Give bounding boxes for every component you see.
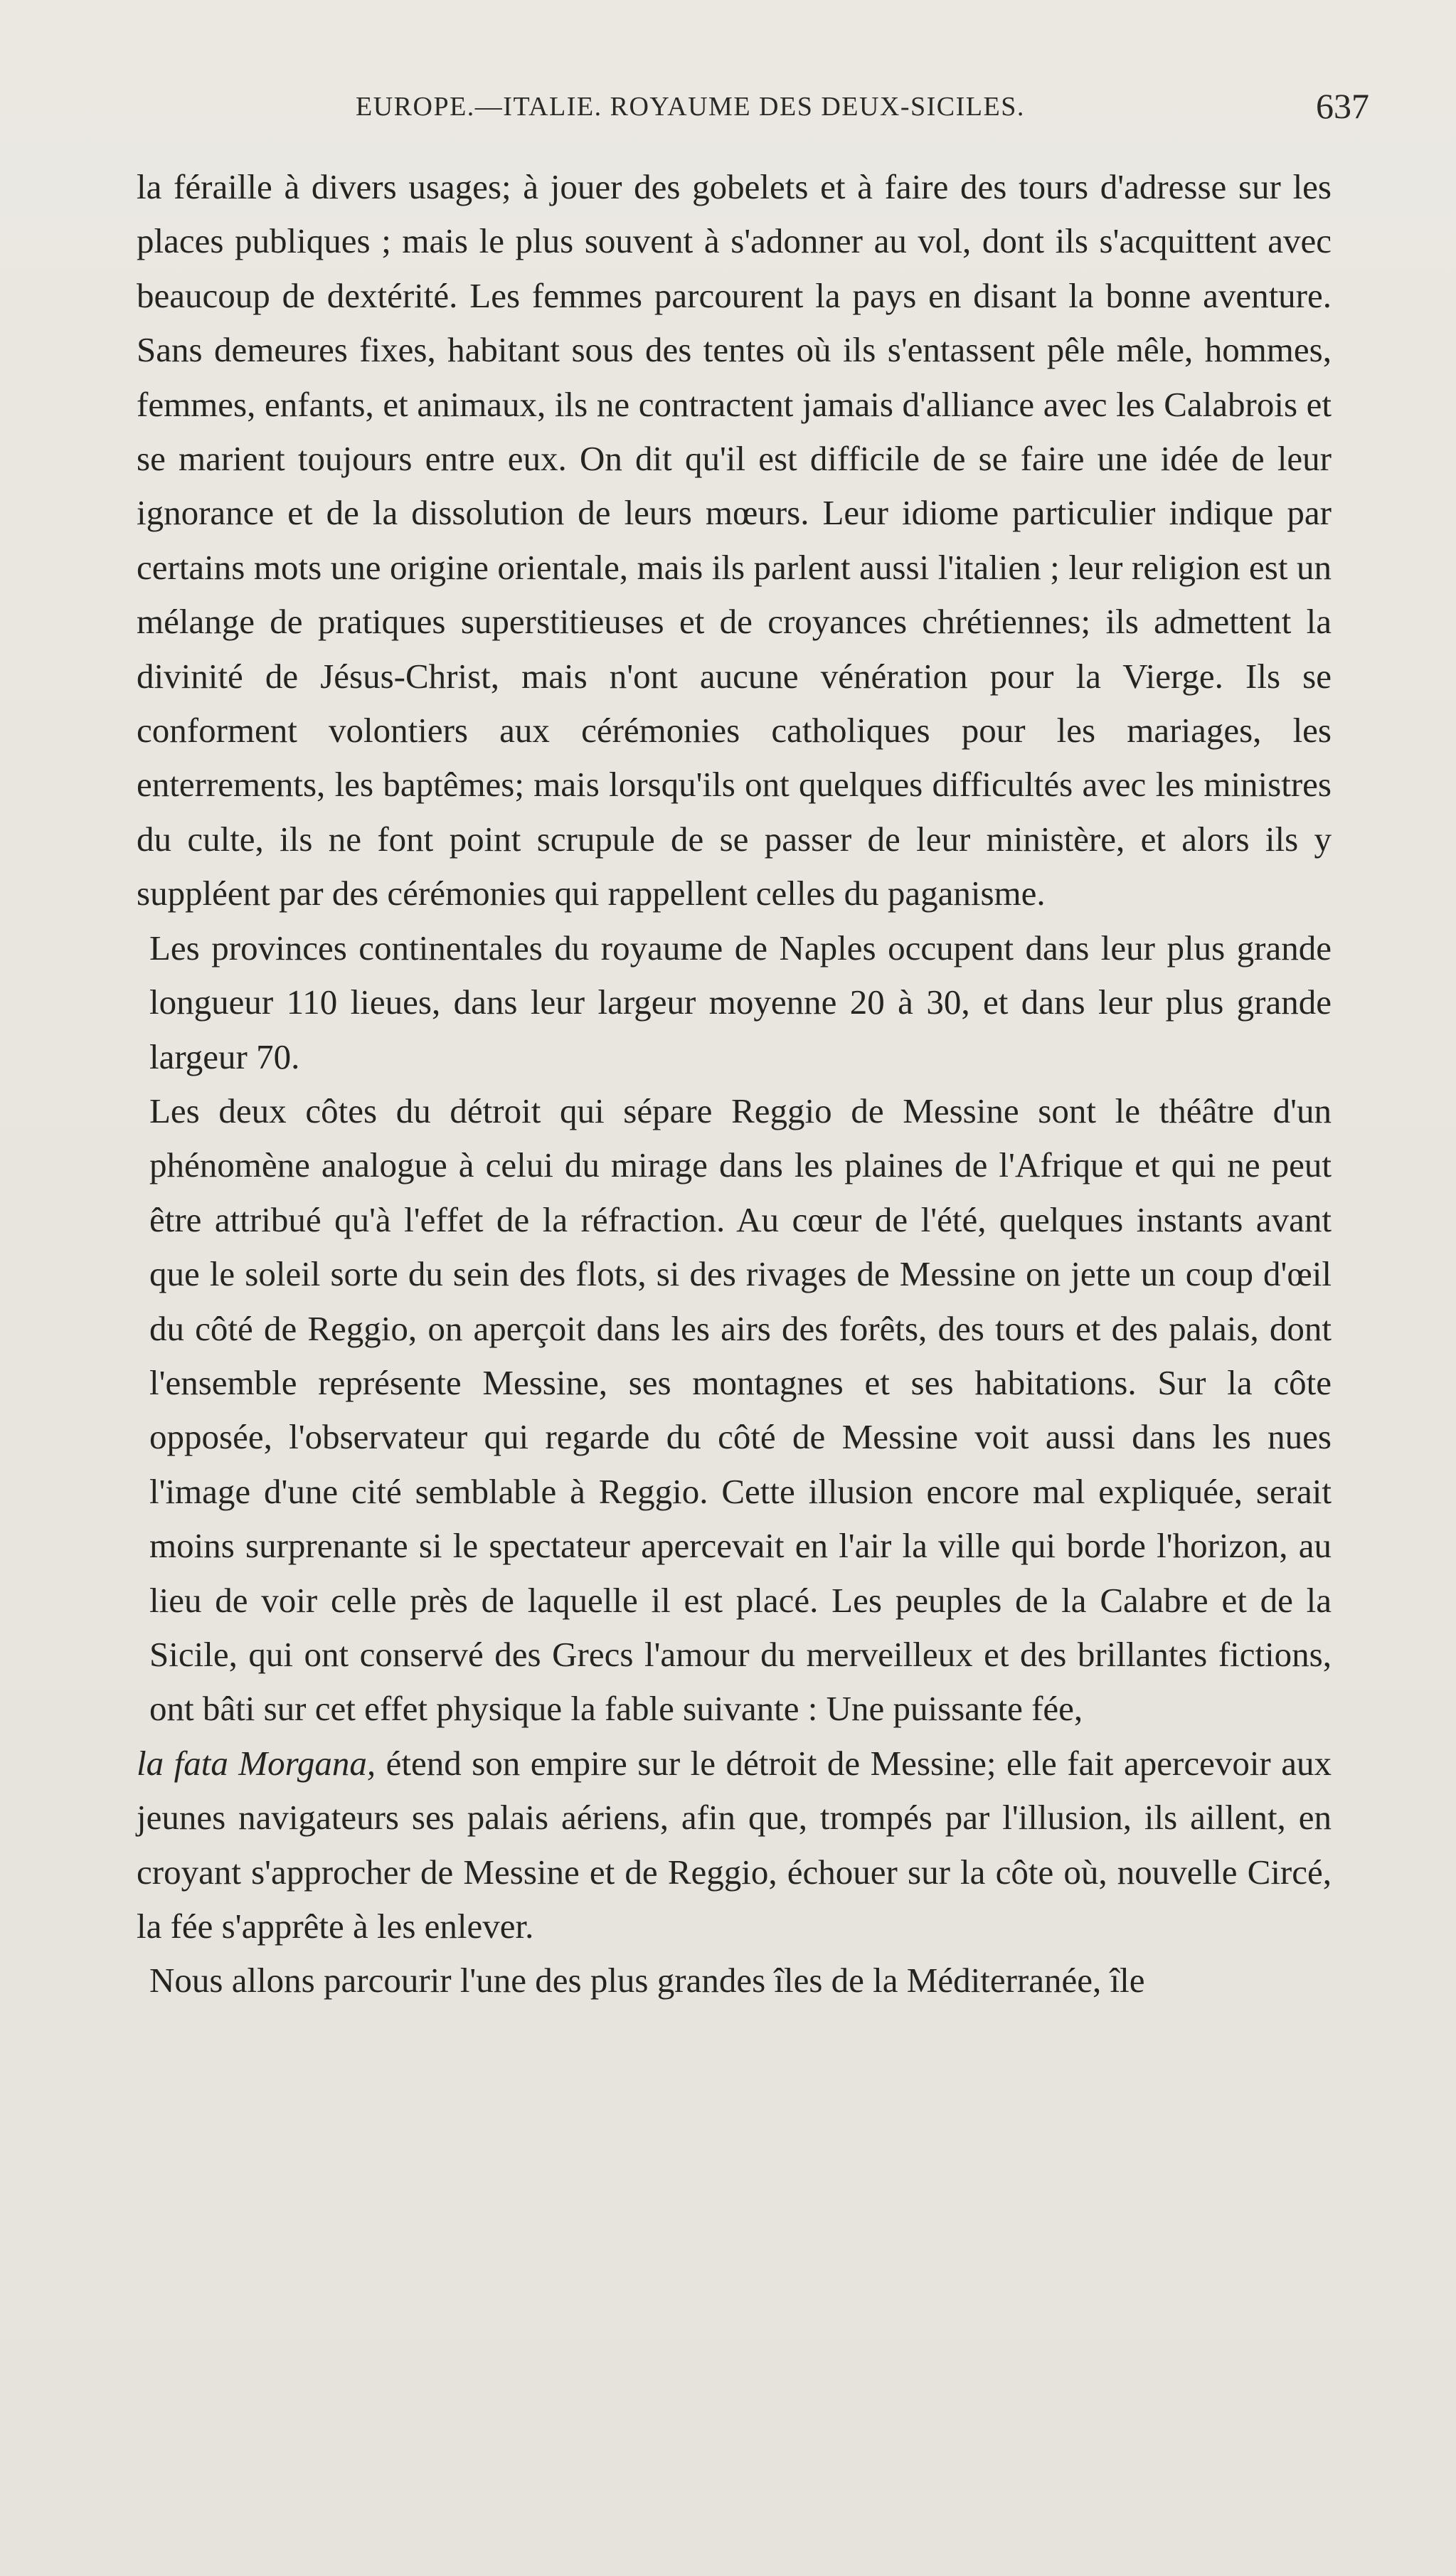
body-text: [137, 160, 1332, 2008]
paragraph-text: Les deux côtes du détroit qui sépare Reggio de Messine sont le théâtre d'un phénomène analogue à celui du mirage dans les plaines de l'Afrique et qui ne peut être attribué qu'à l'effet de la réfraction. Au cœur de l'été, quelques instants avant que le soleil sorte du sein des flots, si des rivages de Messine on jette un coup d'œil du côté de Reggio, on aperçoit dans les airs des forêts, des tours et des palais, dont l'ensemble représente Messine, ses montagnes et ses habitations. Sur la côte opposée, l'observateur qui regarde du côté de Messine voit aussi dans les nues l'image d'une cité semblable à Reggio. Cette illusion encore mal expliquée, serait moins surprenante si le spectateur apercevait en l'air la ville qui borde l'horizon, au lieu de voir celle près de laquelle il est placé. Les peuples de la Calabre et de la Sicile, qui ont conservé des Grecs l'amour du merveilleux et des brillantes fictions, ont bâti sur cet effet physique la fable suivante : Une puissante fée,: [149, 1091, 1332, 1729]
paragraph-sicily-intro: [137, 1954, 1332, 2008]
paragraph-text-continued: étend son empire sur le détroit de Messine; elle fait apercevoir aux jeunes navigateurs ses palais aériens, afin que, trompés par l'illusion, ils aillent, en croyant s'approcher de Messine et de Reggio, échouer sur la côte où, nouvelle Circé, la fée s'apprête à les enlever.: [137, 1743, 1332, 1946]
paragraph-gypsies: [137, 160, 1332, 921]
paragraph-text: la féraille à divers usages; à jouer des gobelets et à faire des tours d'adresse sur les places publiques ; mais le plus souvent à s'adonner au vol, dont ils s'acquittent avec beaucoup de dextérité. Les femmes parcourent la pays en disant la bonne aventure. Sans demeures fixes, habitant sous des tentes où ils s'entassent pêle mêle, hommes, femmes, enfants, et animaux, ils ne contractent jamais d'alliance avec les Calabrois et se marient toujours entre eux. On dit qu'il est difficile de se faire une idée de leur ignorance et de la dissolution de leurs mœurs. Leur idiome particulier indique par certains mots une origine orientale, mais ils parlent aussi l'italien ; leur religion est un mélange de pratiques superstitieuses et de croyances chrétiennes; ils admettent la divinité de Jésus-Christ, mais n'ont aucune vénération pour la Vierge. Ils se conforment volontiers aux cérémonies catholiques pour les mariages, les enterrements, les baptêmes; mais lorsqu'ils ont quelques difficultés avec les ministres du culte, ils ne font point scrupule de se passer de leur ministère, et alors ils y suppléent par des cérémonies qui rappellent celles du paganisme.: [137, 167, 1332, 913]
fata-morgana-italic: la fata Morgana,: [137, 1743, 376, 1783]
paragraph-text: Les provinces continentales du royaume de Naples occupent dans leur plus grande longueur 110 lieues, dans leur largeur moyenne 20 à 30, et dans leur plus grande largeur 70.: [149, 928, 1332, 1076]
paragraph-text: Nous allons parcourir l'une des plus grandes îles de la Méditerranée, île: [149, 1961, 1145, 2000]
running-head: EUROPE.—ITALIE. ROYAUME DES DEUX-SICILES.: [356, 92, 1025, 122]
paragraph-provinces: [137, 921, 1332, 1084]
paragraph-mirage: [137, 1084, 1332, 1954]
page-number: 637: [1316, 86, 1369, 126]
page-header: [356, 86, 1369, 141]
